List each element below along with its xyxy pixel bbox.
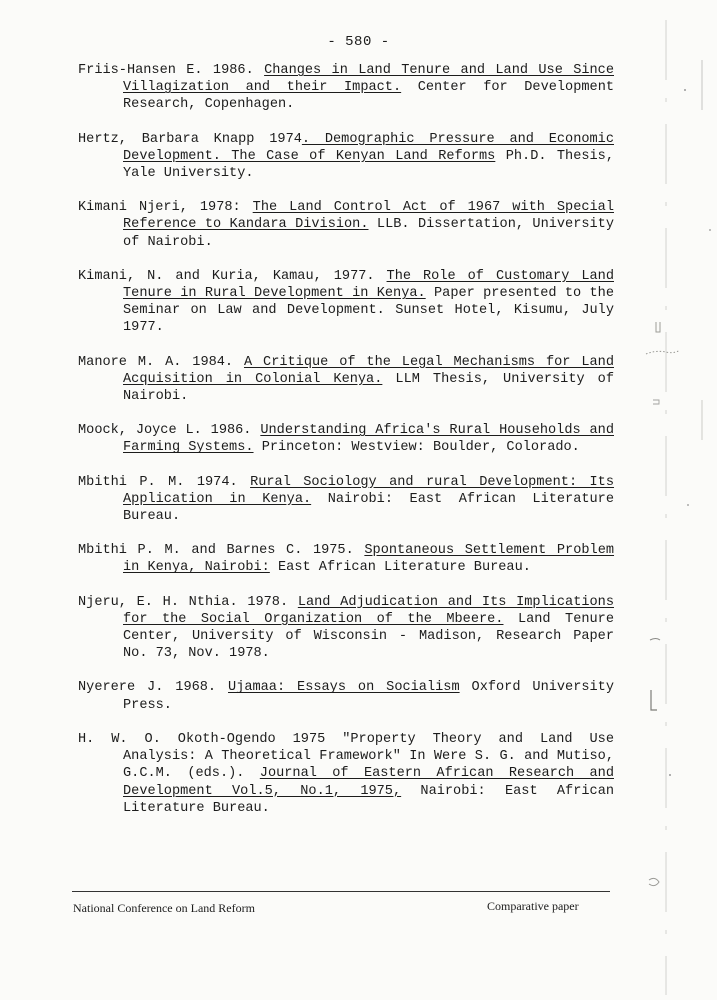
reference-item bbox=[78, 542, 614, 576]
reference-title: . Demographic Pressure and Economic Development. The Case of Kenyan Land Reforms bbox=[123, 131, 614, 164]
reference-item bbox=[78, 199, 614, 251]
reference-title: Ujamaa: Essays on Socialism bbox=[228, 680, 460, 696]
reference-lead: Nyerere J. 1968. bbox=[78, 680, 229, 696]
reference-rest: Nairobi: East African Literature Bureau. bbox=[123, 783, 615, 816]
reference-lead: Kimani Njeri, 1978: bbox=[78, 200, 253, 216]
reference-lead: Mbithi P. M. and Barnes C. 1975. bbox=[78, 543, 365, 559]
footer-conference-name: National Conference on Land Reform bbox=[73, 901, 255, 915]
reference-item bbox=[78, 422, 614, 456]
reference-title: The Role of Customary Land Tenure in Rural Development in Kenya. bbox=[123, 268, 614, 302]
page-number: - 580 - bbox=[327, 34, 390, 50]
reference-item bbox=[78, 679, 614, 713]
footer-divider bbox=[72, 891, 610, 892]
reference-lead: Manore M. A. 1984. bbox=[78, 354, 244, 370]
reference-title: A Critique of the Legal Mechanisms for Land Acquisition in Colonial Kenya. bbox=[123, 354, 614, 387]
reference-rest: Princeton: Westview: Boulder, Colorado. bbox=[253, 440, 580, 456]
reference-item bbox=[78, 268, 614, 337]
reference-item bbox=[78, 354, 614, 406]
reference-rest: Nairobi: East African Literature Bureau. bbox=[123, 491, 614, 525]
reference-item bbox=[78, 62, 614, 114]
reference-rest: LLB. Dissertation, University of Nairobi. bbox=[123, 217, 614, 250]
reference-rest: Ph.D. Thesis, Yale University. bbox=[123, 148, 614, 182]
reference-title: Spontaneous Settlement Problem in Kenya, Nairobi: bbox=[123, 543, 615, 576]
reference-lead: Moock, Joyce L. 1986. bbox=[78, 423, 261, 439]
reference-lead: Mbithi P. M. 1974. bbox=[78, 474, 251, 490]
reference-item bbox=[78, 731, 614, 817]
reference-rest: LLM Thesis, University of Nairobi. bbox=[123, 371, 614, 405]
reference-item bbox=[78, 594, 614, 663]
reference-rest: East African Literature Bureau. bbox=[269, 560, 531, 576]
scan-margin-artifacts bbox=[640, 0, 717, 1000]
reference-rest: Center for Development Research, Copenhagen. bbox=[123, 80, 615, 113]
reference-item bbox=[78, 131, 614, 183]
reference-rest: Paper presented to the Seminar on Law and Development. Sunset Hotel, Kisumu, July 1977. bbox=[123, 286, 614, 336]
reference-title: Land Adjudication and Its Implications for the Social Organization of the Mbeere. bbox=[123, 594, 614, 627]
reference-title: Journal of Eastern African Research and Development Vol.5, No.1, 1975, bbox=[123, 766, 614, 799]
reference-lead: Hertz, Barbara Knapp 1974 bbox=[78, 131, 302, 147]
reference-item bbox=[78, 474, 614, 526]
reference-title: Understanding Africa's Rural Households and Farming Systems. bbox=[123, 423, 614, 456]
reference-lead: Friis-Hansen E. 1986. bbox=[78, 63, 265, 78]
reference-rest: Land Tenure Center, University of Wisconsin - Madison, Research Paper No. 73, Nov. 1978. bbox=[123, 611, 614, 662]
reference-title: The Land Control Act of 1967 with Special Reference to Kandara Division. bbox=[123, 200, 614, 233]
reference-title: Rural Sociology and rural Development: Its Application in Kenya. bbox=[123, 474, 615, 507]
footer-paper-type: Comparative paper bbox=[487, 899, 579, 913]
reference-lead: H. W. O. Okoth-Ogendo 1975 "Property Theory and Land Use Analysis: A Theoretical Framework" In Were S. G. and Mutiso, G.C.M. (eds.). bbox=[78, 731, 614, 782]
reference-list bbox=[78, 62, 614, 817]
reference-lead: Kimani, N. and Kuria, Kamau, 1977. bbox=[78, 268, 387, 284]
reference-rest: Oxford University Press. bbox=[123, 680, 614, 713]
reference-title: Changes in Land Tenure and Land Use Since Villagization and their Impact. bbox=[123, 63, 614, 96]
reference-lead: Njeru, E. H. Nthia. 1978. bbox=[78, 594, 298, 610]
